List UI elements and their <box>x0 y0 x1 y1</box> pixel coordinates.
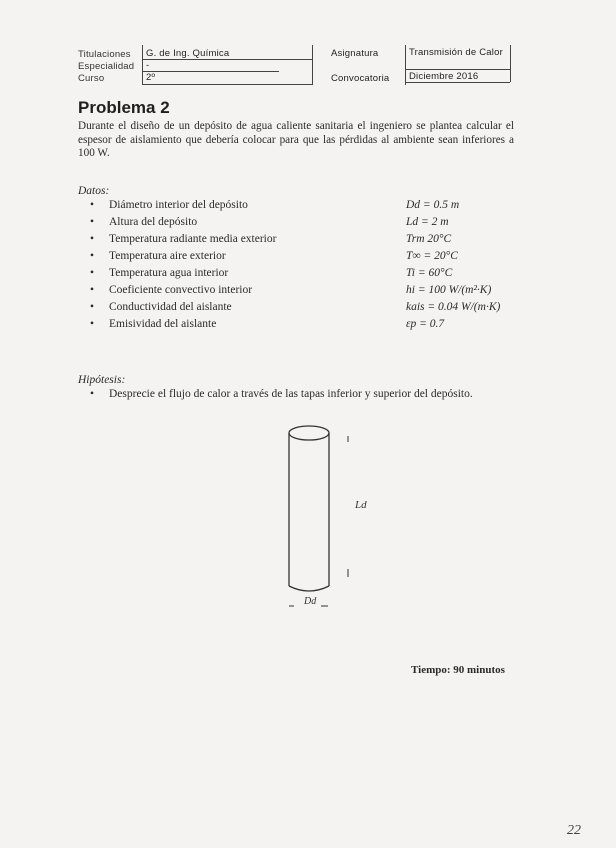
list-item: • Temperatura radiante media exterior Trm 20°C <box>90 233 452 245</box>
tank-top-ellipse <box>289 426 329 440</box>
datum-label: Temperatura radiante media exterior <box>109 233 277 245</box>
list-item: • Altura del depósito Ld = 2 m <box>90 216 449 228</box>
datum-value: Ld = 2 m <box>406 216 449 228</box>
curso-label: Curso <box>78 73 105 84</box>
list-item: • Temperatura agua interior Ti = 60°C <box>90 267 453 279</box>
convocatoria-value: Diciembre 2016 <box>409 71 479 82</box>
datos-heading: Datos: <box>78 185 110 197</box>
datum-label: Diámetro interior del depósito <box>109 199 248 211</box>
especialidad-value: - <box>146 60 150 71</box>
diameter-label: Dd <box>304 596 317 607</box>
titulacion-value: G. de Ing. Química <box>146 48 230 59</box>
datum-label: Temperatura aire exterior <box>109 250 226 262</box>
datum-label: Coeficiente convectivo interior <box>109 284 253 296</box>
datum-value: Ti = 60°C <box>406 267 453 279</box>
page-number: 22 <box>567 823 581 838</box>
datum-label: Altura del depósito <box>109 216 198 228</box>
problem-title: Problema 2 <box>78 98 170 117</box>
especialidad-label: Especialidad <box>78 61 135 72</box>
tank-bottom-arc <box>289 586 329 591</box>
hipotesis-heading: Hipótesis: <box>78 374 126 386</box>
datum-value: hi = 100 W/(m²·K) <box>406 284 492 296</box>
problem-statement: Durante el diseño de un depósito de agua caliente sanitaria el ingeniero se plantea calcular el espesor de aislamiento que debería colocar para que las pérdidas al ambiente sean inferiores a 100 W. <box>78 120 514 159</box>
datum-value: εp = 0.7 <box>406 318 445 330</box>
convocatoria-label: Convocatoria <box>331 73 390 84</box>
datum-value: T∞ = 20°C <box>406 250 458 262</box>
titulaciones-label: Titulaciones <box>78 49 131 60</box>
datum-label: Temperatura agua interior <box>109 267 229 279</box>
datum-value: Trm 20°C <box>406 233 452 245</box>
asignatura-label: Asignatura <box>331 48 379 59</box>
list-item: • Temperatura aire exterior T∞ = 20°C <box>90 250 458 262</box>
datum-label: Emisividad del aislante <box>109 318 217 330</box>
curso-value: 2º <box>146 72 156 83</box>
asignatura-value: Transmisión de Calor <box>409 47 503 58</box>
hipotesis-text: Desprecie el flujo de calor a través de las tapas inferior y superior del depósito. <box>109 388 473 400</box>
tiempo-label: Tiempo: 90 minutos <box>411 664 505 676</box>
datum-value: kais = 0.04 W/(m·K) <box>406 301 501 313</box>
list-item: • Conductividad del aislante kais = 0.04 W/(m·K) <box>90 301 501 313</box>
list-item: • Diámetro interior del depósito Dd = 0.5 m <box>90 199 460 211</box>
list-item: • Emisividad del aislante εp = 0.7 <box>90 318 445 330</box>
datum-label: Conductividad del aislante <box>109 301 232 313</box>
height-label: Ld <box>355 499 367 511</box>
list-item: • Coeficiente convectivo interior hi = 100 W/(m²·K) <box>90 284 492 296</box>
datum-value: Dd = 0.5 m <box>406 199 460 211</box>
